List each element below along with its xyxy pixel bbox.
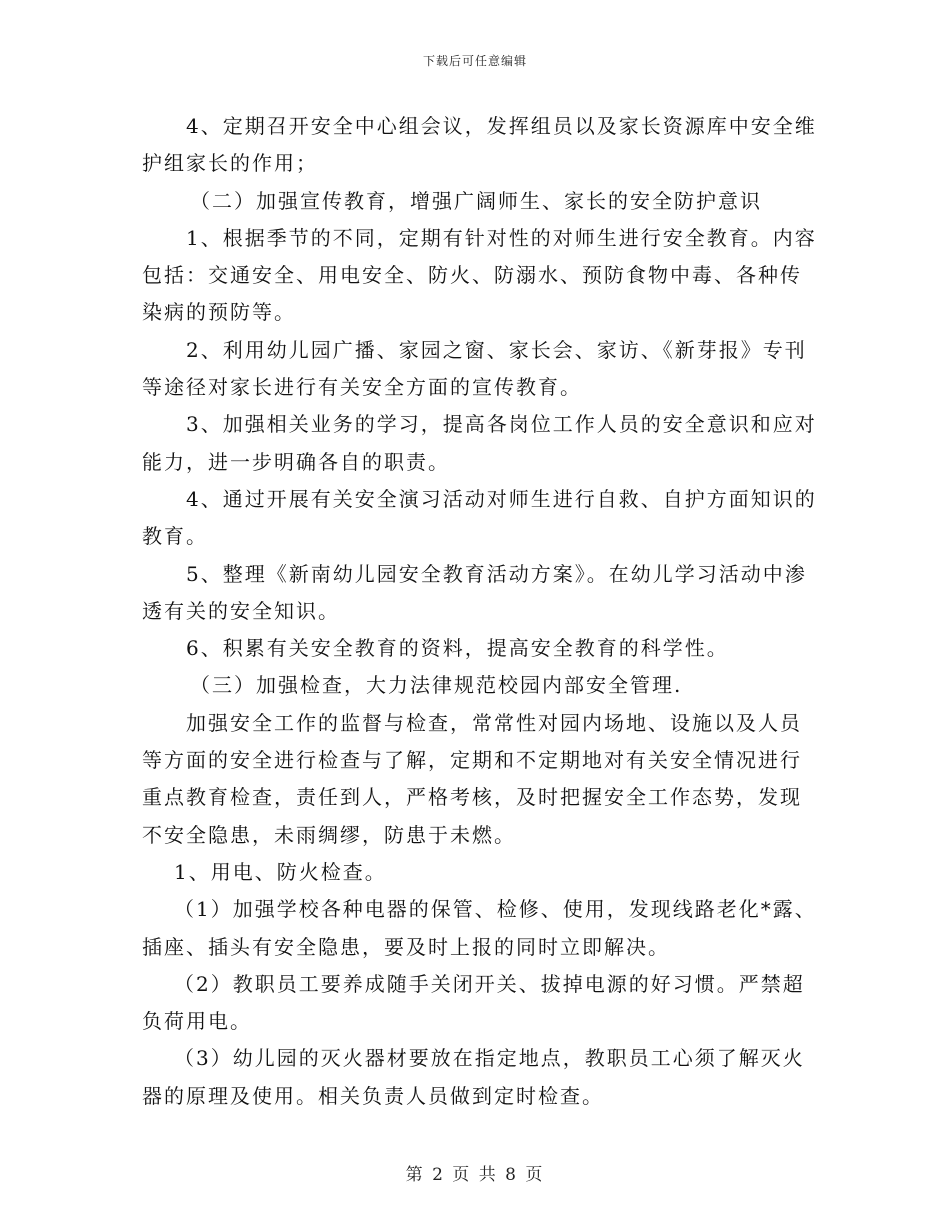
- paragraph-line: 包括：交通安全、用电安全、防火、防溺水、预防食物中毒、各种传: [142, 263, 802, 288]
- page-number-footer: 第 2 页 共 8 页: [405, 1165, 545, 1185]
- section-heading: （二）加强宣传教育，增强广阔师生、家长的安全防护意识: [190, 188, 762, 213]
- paragraph-line: 1、根据季节的不同，定期有针对性的对师生进行安全教育。内容: [186, 225, 817, 250]
- page-header: 下载后可任意编辑: [422, 54, 527, 68]
- paragraph-line: 染病的预防等。: [142, 300, 296, 325]
- paragraph-line: 不安全隐患，未雨绸缪，防患于未燃。: [142, 822, 516, 847]
- paragraph-line: 等途径对家长进行有关安全方面的宣传教育。: [142, 375, 582, 400]
- paragraph-line: 器的原理及使用。相关负责人员做到定时检查。: [142, 1083, 604, 1108]
- paragraph-line: （3）幼儿园的灭火器材要放在指定地点，教职员工心须了解灭火: [174, 1046, 805, 1071]
- paragraph-line: 能力，进一步明确各自的职责。: [142, 449, 450, 474]
- paragraph-line: 5、整理《新南幼儿园安全教育活动方案》。在幼儿学习活动中渗: [186, 561, 807, 586]
- paragraph-line: 透有关的安全知识。: [142, 598, 340, 623]
- section-heading: （三）加强检查，大力法律规范校园内部安全管理.: [190, 673, 683, 698]
- paragraph-line: 4、通过开展有关安全演习活动对师生进行自救、自护方面知识的: [186, 486, 817, 511]
- paragraph-line: 教育。: [142, 524, 208, 549]
- paragraph-line: 加强安全工作的监督与检查，常常性对园内场地、设施以及人员: [186, 710, 802, 735]
- paragraph-line: 3、加强相关业务的学习，提高各岗位工作人员的安全意识和应对: [186, 412, 817, 437]
- paragraph-line: 2、利用幼儿园广播、家园之窗、家长会、家访、《新芽报》专刊: [186, 337, 807, 362]
- document-body: [142, 108, 817, 1115]
- paragraph-line: 插座、插头有安全隐患，要及时上报的同时立即解决。: [142, 934, 670, 959]
- paragraph-line: 4、定期召开安全中心组会议，发挥组员以及家长资源库中安全维: [186, 114, 817, 138]
- paragraph-line: 6、积累有关安全教育的资料，提高安全教育的科学性。: [186, 636, 729, 661]
- paragraph-line: 负荷用电。: [142, 1009, 252, 1034]
- paragraph-line: 重点教育检查，责任到人，严格考核，及时把握安全工作态势，发现: [142, 785, 802, 810]
- paragraph-line: 等方面的安全进行检查与了解，定期和不定期地对有关安全情况进行: [142, 748, 802, 773]
- paragraph-line: 护组家长的作用；: [142, 151, 318, 176]
- paragraph-line: （1）加强学校各种电器的保管、检修、使用，发现线路老化*露、: [174, 897, 817, 922]
- paragraph-line: 1、用电、防火检查。: [174, 859, 387, 884]
- paragraph-line: （2）教职员工要养成随手关闭开关、拔掉电源的好习惯。严禁超: [174, 971, 805, 996]
